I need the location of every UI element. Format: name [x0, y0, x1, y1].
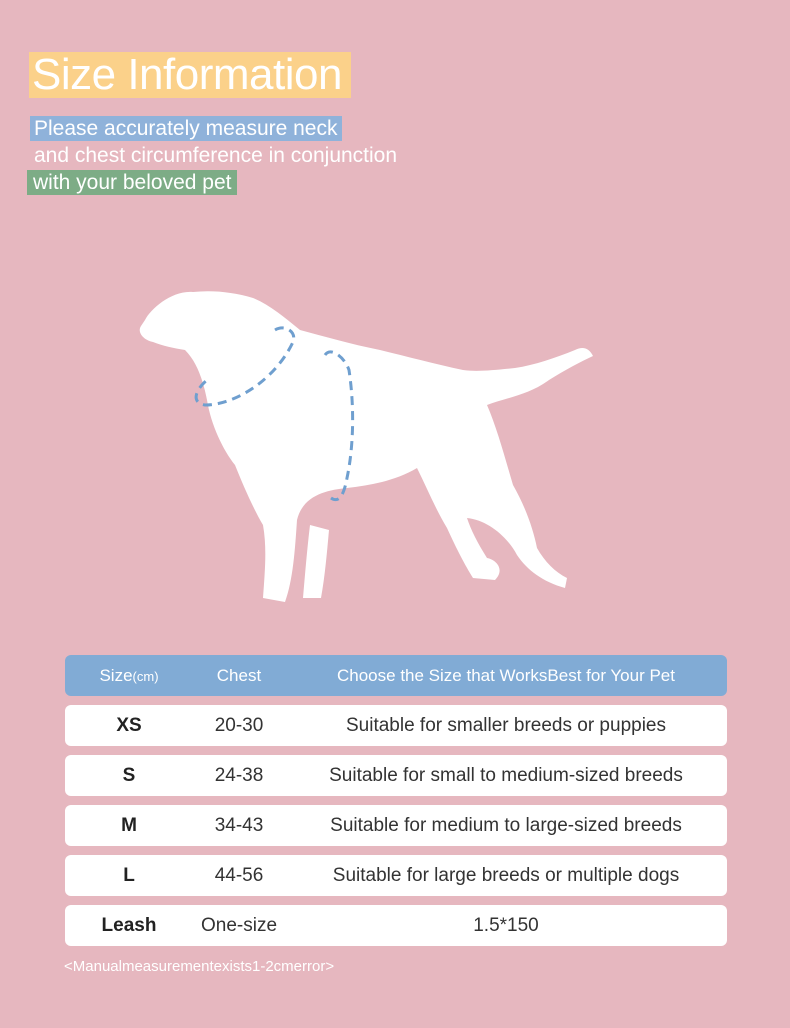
subtitle-line-3: with your beloved pet	[27, 170, 237, 195]
row-size: M	[121, 814, 137, 836]
subtitle-line-1: Please accurately measure neck	[30, 116, 342, 141]
table-row	[65, 705, 727, 746]
row-chest: 20-30	[214, 714, 264, 736]
row-size: XS	[116, 714, 142, 736]
header-chest: Chest	[216, 665, 262, 685]
header-size: Size(cm)	[99, 665, 159, 685]
row-description: 1.5*150	[473, 914, 539, 936]
table-header	[65, 655, 727, 696]
row-chest: 24-38	[214, 764, 264, 786]
page-title: Size Information	[29, 52, 351, 98]
header-size-unit: (cm)	[132, 668, 159, 684]
measurement-note: <Manualmeasurementexists1-2cmerror>	[64, 958, 335, 975]
row-chest: 34-43	[214, 814, 264, 836]
subtitle-line-2: and chest circumference in conjunction	[34, 144, 398, 167]
row-description: Suitable for small to medium-sized breeds	[329, 764, 683, 786]
table-row	[65, 905, 727, 946]
row-size: S	[122, 764, 136, 786]
row-chest: 44-56	[214, 864, 264, 886]
header-description: Choose the Size that WorksBest for Your Pet	[337, 665, 675, 685]
row-description: Suitable for large breeds or multiple dogs	[332, 864, 680, 886]
row-description: Suitable for medium to large-sized breeds	[330, 814, 682, 836]
dog-silhouette-icon	[135, 280, 595, 610]
row-chest: One-size	[200, 914, 278, 936]
row-description: Suitable for smaller breeds or puppies	[345, 714, 666, 736]
table-row	[65, 755, 727, 796]
row-size: L	[123, 864, 135, 886]
size-table	[65, 655, 727, 946]
table-row	[65, 855, 727, 896]
row-size: Leash	[101, 914, 157, 936]
table-row	[65, 805, 727, 846]
